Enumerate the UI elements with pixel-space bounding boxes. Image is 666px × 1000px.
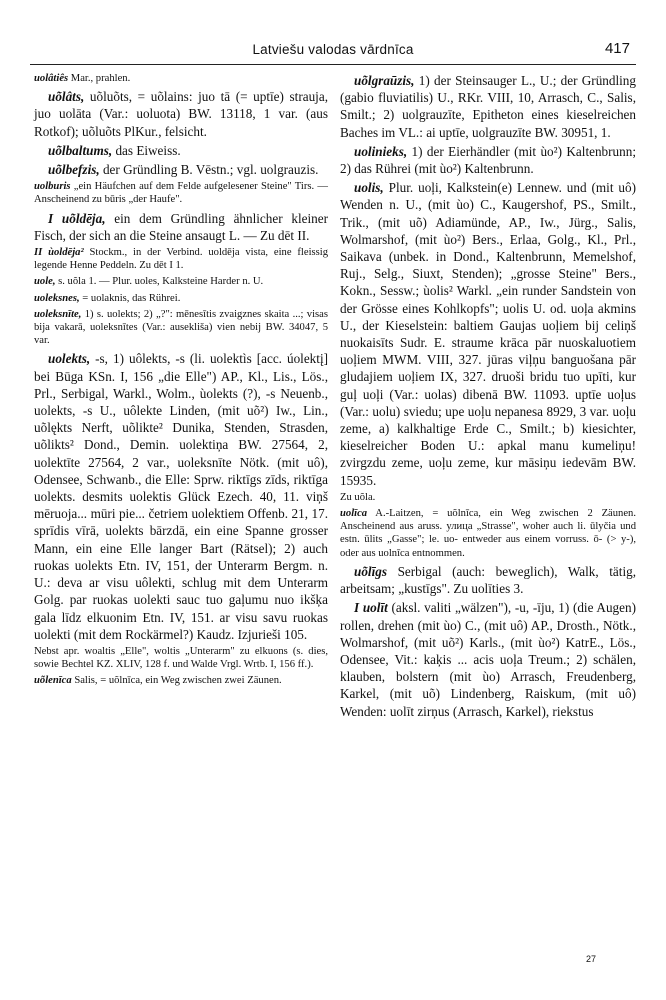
entry-headword: uõlenīca (34, 675, 72, 687)
entry-definition: das Eiweiss. (112, 142, 181, 158)
dictionary-entry (34, 275, 328, 288)
entry-headword: uõlbefzis, (48, 162, 100, 178)
entry-headword: uolinieks, (354, 143, 408, 159)
dictionary-entry (340, 179, 636, 489)
dictionary-entry (340, 491, 636, 504)
running-title: Latviešu valodas vārdnīca (252, 42, 414, 57)
entry-headword: uolis, (354, 180, 384, 196)
dictionary-entry (340, 143, 636, 177)
entry-headword: uõlīgs (354, 563, 387, 579)
dictionary-entry (34, 350, 328, 642)
entry-definition: ein dem Gründling ähnlicher kleiner Fisch, der sich an die Steine ansaugt L. — Zu dēt II. (34, 210, 329, 243)
dictionary-entry (34, 674, 328, 687)
entry-headword: uolīca (340, 508, 368, 520)
dictionary-entry (34, 72, 328, 85)
entry-definition: Stockm., in der Verbind. uoldēja vista, eine fleissig legende Henne Peddeln. Zu dēt I 1. (34, 247, 328, 272)
entry-definition: 1) s. uolekts; 2) „?": mēnesītis zvaigznes skaita ...; visas bija vakarā, uoleksnītes (Var.: ausekliša) vien nebij BW. 34047, 5 var. (34, 308, 328, 347)
entry-headword: uolburis (34, 181, 71, 193)
entry-definition: -s, 1) uôlekts, -s (li. uolektìs [acc. úolektį] bei Būga KSn. I, 156 „die Elle") AP., Kl., Lis., Lös., Prl., Serbigal, Warkl., Wolm., ùolekts (?), -s Neuenb., uolekts, -s U., uôlekte Linden, (mit uõ²) Iw., Lin., uõlękts Nerft, uõlikte² Dunika, Stenden, Strasden, uõlikts² Dond., Demin. uolektiņa BW. 27564, 2, uolektīte 27564, 2 var., uoleksnīte Nötk. (mit uô), Odensee, Schwanb., die Elle: Sprw. riktīgs zīds, riktīga uolekts. desmits uolektis Glück Ezech. 40, 11. viņš mēruoja... mūri pie... četriem uolektiem Offenb. 21, 17. sprīdis vīrā, uolekts bārzdā, ein eine Spanne grosser Mann, ein eine Elle langer Bart (Rätsel); 2) auch ruokas uolekts Etn. IV, 151, der Unterarm Bergm. n. U.: deva ar visu uôlekti, schlug mit dem Unterarm Golg. par ruokas uolekti sauc tuo gaļumu nuo ikšķa gala līdz elkuonim Etn. IV, 151. ar visu savu ruokas uolekti (mit dem Rockärmel?) Kaudz. Izjurieši 105. (34, 351, 328, 642)
entry-headword: uõlgraūzis, (354, 73, 415, 88)
header-rule (30, 64, 636, 65)
entry-definition: Nebst apr. woaltis „Elle", woltis „Unterarm" zu elkuons (s. dies, sowie Bechtel KZ. XLIV, 128 f. und Walde Vrgl. Wrtb. I, 156 ff.). (34, 645, 328, 671)
dictionary-entry (34, 142, 328, 159)
dictionary-entry (34, 246, 328, 272)
right-column (340, 72, 636, 722)
entry-definition: der Gründling B. Vēstn.; vgl. uolgrauzis. (99, 162, 319, 178)
dictionary-entry (34, 308, 328, 348)
dictionary-entry (34, 180, 328, 206)
left-column (34, 72, 328, 691)
page-header (30, 38, 636, 62)
entry-definition: „ein Häufchen auf dem Felde aufgelesener Steine" Tirs. — Anscheinend zu būris „der Haufe". (34, 181, 328, 206)
entry-headword: I uolīt (354, 600, 388, 616)
entry-definition: Plur. uoļi, Kalkstein(e) Lennew. und (mit uô) Wenden n. U., (mit ùo) C., Kaugershof, PS., Smilt., Trik., (mit uõ) Adiamünde, AP., Iw., Jürg., Salis, Wolmarshof, (mit ùo²) Bers., Erlaa, Golg., Kl., Prl., Saikava (unbek. in Dond., Kaltenbrunn, Memelshof, Ruj., Selg., Siuxt, Stenden); „grosse Steine" Bers., Kokn., Sessw.; ùolis² Warkl. „ein runder Sandstein von der Grösse eines Kohlkopfs"; uolis U. od. uoļa akmins U., der Kieselstein: baltiem Gaujas uoļiem bij celiņš nuokaisīts Sudr. E. straume krāca pār nuoskaluotiem uoļiem MWM. VIII, 327. jūras viļņu banguošana pār gludajiem uoļiem IX, 327. druoši bridu tuo upīti, kur guļ uoļi (Var.: uolas) dibenā BW. 11093. uptīe uoļus (Var.: uolu) sviedu; upe uoļu nepanesa 8929, 3 var. uoļu zeme, a) kalkhaltige Erde C., Smilt.; b) kiesichter, kieselreicher Boden U.: apkal manu kumeliņu! zvirgzdu zeme, uoļu zeme, kur māsiņu iedevām BW. 15935. (340, 180, 636, 488)
folio-mark: 27 (585, 954, 596, 964)
entry-headword: uõlâts, (48, 89, 85, 105)
entry-definition: = uolaknis, das Rührei. (79, 292, 181, 304)
dictionary-entry (340, 507, 636, 560)
entry-definition: Serbigal (auch: beweglich), Walk, tätig, arbeitsam; „kustīgs". Zu uolīties 3. (340, 563, 636, 597)
entry-definition: 1) der Eierhändler (mit ùo²) Kaltenbrunn; 2) das Rührei (mit ùo²) Kaltenbrunn. (340, 143, 636, 177)
dictionary-entry (340, 563, 636, 597)
entry-definition: 1) der Steinsauger L., U.; der Gründling (gabio fluviatilis) U., RKr. VIII, 10, Arrasch, C., Salis, Smilt.; 2) uolgrauzīte, Epitheton eines kieselreichen Baches im VL.: ai uptīe, uolgrauzīte BW. 30951, 1. (340, 73, 636, 140)
entry-headword: uoleksnīte, (34, 308, 82, 320)
dictionary-entry (34, 88, 328, 140)
dictionary-entry (34, 161, 328, 178)
entry-definition: uõluõts, = uõlains: juo tā (= uptīe) strauja, juo uolāta (Var.: uoluota) BW. 13118, 1 var. (aus Rotkof); uõluõts PlKur., felsicht. (34, 89, 328, 139)
entry-definition: Salis, = uõlnīca, ein Weg zwischen zwei Zäunen. (71, 675, 282, 687)
entry-definition: Mar., prahlen. (68, 73, 131, 84)
entry-headword: uoleksnes, (34, 292, 80, 304)
dictionary-entry (34, 645, 328, 671)
entry-headword: II ùoldēja² (34, 247, 84, 259)
entry-definition: A.-Laitzen, = uõlnīca, ein Weg zwischen 2 Zäunen. Anscheinend aus aruss. улица „Strasse", woher auch li. ūlyčia und estn. ūlits „Gasse"; le. uo- entweder aus einem vorruss. ō- (> y-), oder aus uolnīca entnommen. (340, 508, 636, 559)
entry-definition: Zu uõla. (340, 491, 376, 503)
entry-definition: (aksl. valiti „wälzen"), -u, -īju, 1) (die Augen) rollen, drehen (mit ùo) C., (mit uô) AP., Drosth., Nötk., Wolmarshof, (mit uõ²) Karls., (mit ùo²) KatrE., Lös., Odensee, Vit.: kaķis ... acis uoļa Treum.; 2) schälen, klauben, bolstern (mit ùo) Arrasch, Freudenberg, Karkel, (mit uõ) Lindenberg, Raiskum, (mit uô) Wenden: uolīt zirņus (Arrasch, Karkel), riekstus (340, 600, 636, 719)
entry-headword: uole, (34, 276, 56, 288)
entry-headword: I uõldēja, (48, 210, 106, 226)
page-number: 417 (604, 40, 630, 57)
entry-definition: s. uõla 1. — Plur. uoles, Kalksteine Harder n. U. (55, 276, 264, 288)
dictionary-entry (34, 210, 328, 244)
entry-headword: uolâtiês (34, 73, 69, 84)
dictionary-entry (340, 72, 636, 141)
dictionary-entry (340, 599, 636, 719)
entry-headword: uolekts, (48, 351, 91, 367)
dictionary-entry (34, 292, 328, 305)
entry-headword: uõlbaltums, (48, 142, 113, 158)
